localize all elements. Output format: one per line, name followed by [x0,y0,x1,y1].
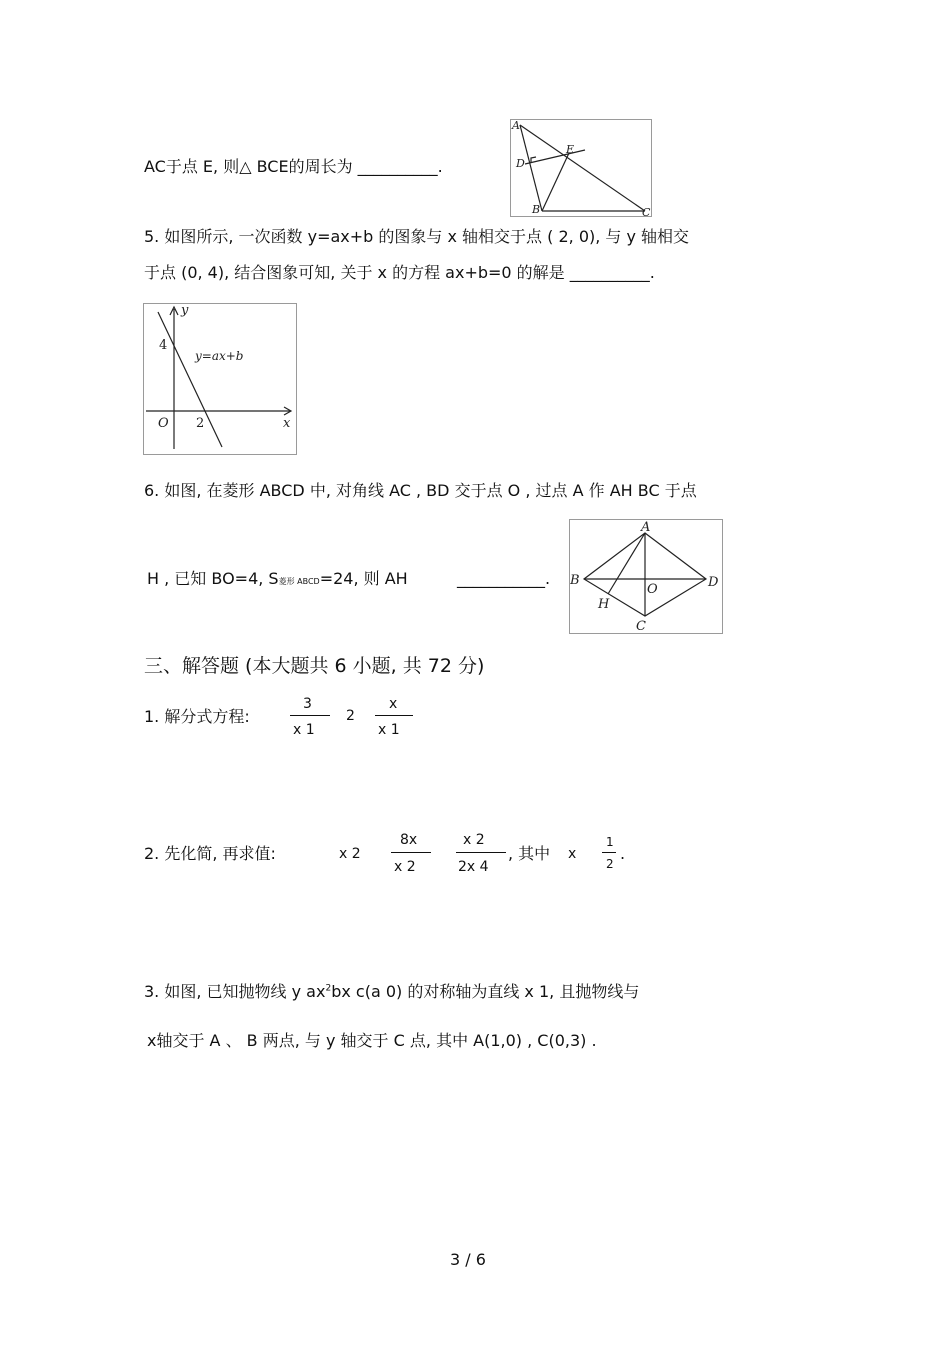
p2-frac2-num: x 2 [463,832,485,848]
p3-sup: 2 [325,983,332,994]
p2-expr-a: x 2 [339,846,361,862]
label-B: B [532,203,541,216]
q4-text: AC于点 E, 则△ BCE的周长为 __________. [144,157,443,176]
p2-frac3-den: 2 [606,857,614,871]
p1-label: 1. 解分式方程: [144,707,250,726]
p2-frac1-num: 8x [400,832,418,848]
triangle-figure [510,119,652,217]
rhombus-label-A: A [641,520,651,535]
y-axis-label: y [181,304,189,318]
p3-line2: x轴交于 A 、 B 两点, 与 y 轴交于 C 点, 其中 A(1,0) , C(0,3) . [147,1031,597,1050]
p3-line1 [144,984,639,1000]
p1-mid: 2 [346,708,355,724]
rhombus-label-C: C [636,619,646,633]
label-A: A [512,120,520,132]
p2-frac1-den: x 2 [394,859,416,875]
p2-frac2-bar [456,852,506,853]
q6-blank: ___________. [457,569,551,588]
p2-frac2-den: 2x 4 [458,859,489,875]
p2-frac3-bar [602,852,616,853]
rhombus-label-B: B [570,573,580,588]
q6-subscript: 菱形 ABCD [278,577,320,586]
q6-line1: 6. 如图, 在菱形 ABCD 中, 对角线 AC , BD 交于点 O , 过点 A 作 AH BC 于点 [144,481,697,500]
page-number: 3 / 6 [450,1250,486,1269]
q5-line1: 5. 如图所示, 一次函数 y=ax+b 的图象与 x 轴相交于点 ( 2, 0), 与 y 轴相交 [144,227,690,246]
rhombus-svg [570,520,722,633]
p1-frac1-den: x 1 [293,722,315,738]
x-intercept-label: 2 [196,416,205,431]
p1-frac1-num: 3 [303,696,312,712]
rhombus-label-H: H [598,597,610,612]
label-E: E [566,143,575,156]
p1-frac1-bar [290,715,330,716]
linear-graph-figure [143,303,297,455]
q5-line2: 于点 (0, 4), 结合图象可知, 关于 x 的方程 ax+b=0 的解是 __________. [144,263,655,282]
q6-line2-b: =24, 则 AH [319,569,408,588]
q6-line2 [147,571,408,587]
p1-frac2-num: x [389,696,398,712]
p2-period: . [620,844,626,863]
x-axis-label: x [283,416,291,431]
p2-where: , 其中 [508,844,551,863]
y-intercept-label: 4 [159,338,168,353]
p2-frac1-bar [391,852,431,853]
rhombus-label-D: D [708,575,719,590]
section-title: 三、解答题 (本大题共 6 小题, 共 72 分) [144,655,485,677]
p2-label: 2. 先化简, 再求值: [144,844,276,863]
label-C: C [642,206,651,216]
rhombus-label-O: O [647,582,658,597]
p1-frac2-den: x 1 [378,722,400,738]
p3-line1-a: 3. 如图, 已知抛物线 y ax [144,982,326,1001]
function-label: y=ax+b [195,349,244,363]
p1-frac2-bar [375,715,413,716]
p2-var: x [568,846,577,862]
linear-graph-svg [144,304,296,454]
label-D: D [516,157,525,170]
rhombus-figure [569,519,723,634]
origin-label: O [158,416,169,431]
p2-frac3-num: 1 [606,835,614,849]
q6-line2-a: H , 已知 BO=4, S [147,569,279,588]
p3-line1-b: bx c(a 0) 的对称轴为直线 x 1, 且抛物线与 [331,982,640,1001]
triangle-svg [511,120,651,216]
